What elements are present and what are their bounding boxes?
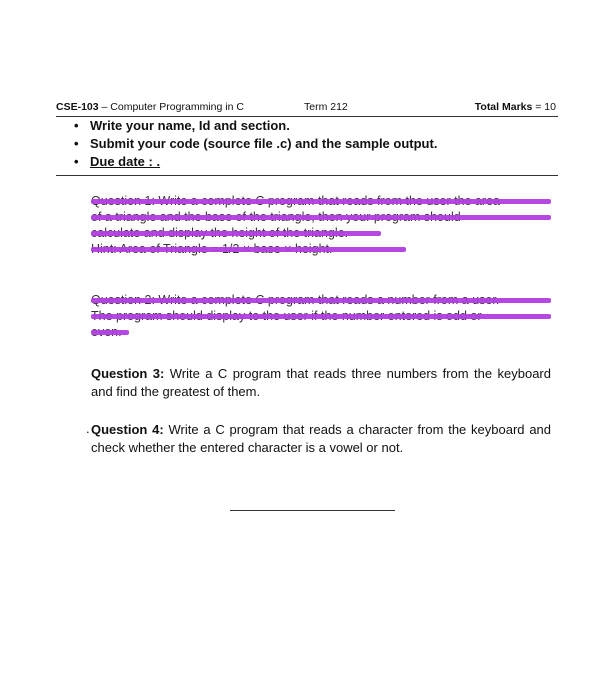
question-1-struck — [91, 193, 551, 257]
total-marks — [475, 101, 556, 113]
strike-mark — [91, 199, 551, 204]
strike-mark — [91, 314, 551, 319]
strike-mark — [91, 231, 381, 236]
instruction-item — [56, 153, 556, 171]
document-header — [56, 101, 556, 117]
end-rule — [230, 510, 395, 511]
instruction-item: • Write your name, Id and section. — [56, 117, 556, 135]
question-4-text: Write a C program that reads a character from the keyboard and check whether the entered character is a vowel or not. — [91, 422, 552, 455]
course-name: – Computer Programming in C — [98, 101, 244, 113]
instructions-list — [56, 117, 556, 171]
question-3 — [91, 365, 551, 401]
question-3-text: Write a C program that reads three numbers from the keyboard and find the greatest of them. — [91, 366, 551, 399]
due-date: Due date : . — [90, 154, 161, 169]
instruction-item: • Submit your code (source file .c) and the sample output. — [56, 135, 556, 153]
course-title — [56, 101, 244, 113]
strike-mark — [91, 298, 551, 303]
instructions-rule — [56, 175, 558, 176]
question-2-struck — [91, 292, 551, 340]
strike-mark — [91, 247, 406, 252]
strike-mark — [91, 330, 129, 335]
term-label: Term 212 — [304, 101, 348, 113]
question-4 — [91, 421, 551, 457]
course-code: CSE-103 — [56, 101, 99, 113]
total-marks-value: = 10 — [532, 101, 556, 113]
question-4-label: Question 4: — [91, 422, 164, 437]
question-3-label: Question 3: — [91, 366, 165, 381]
stray-mark: . — [86, 421, 90, 436]
total-marks-label: Total Marks — [474, 101, 533, 113]
strike-mark — [91, 215, 551, 220]
